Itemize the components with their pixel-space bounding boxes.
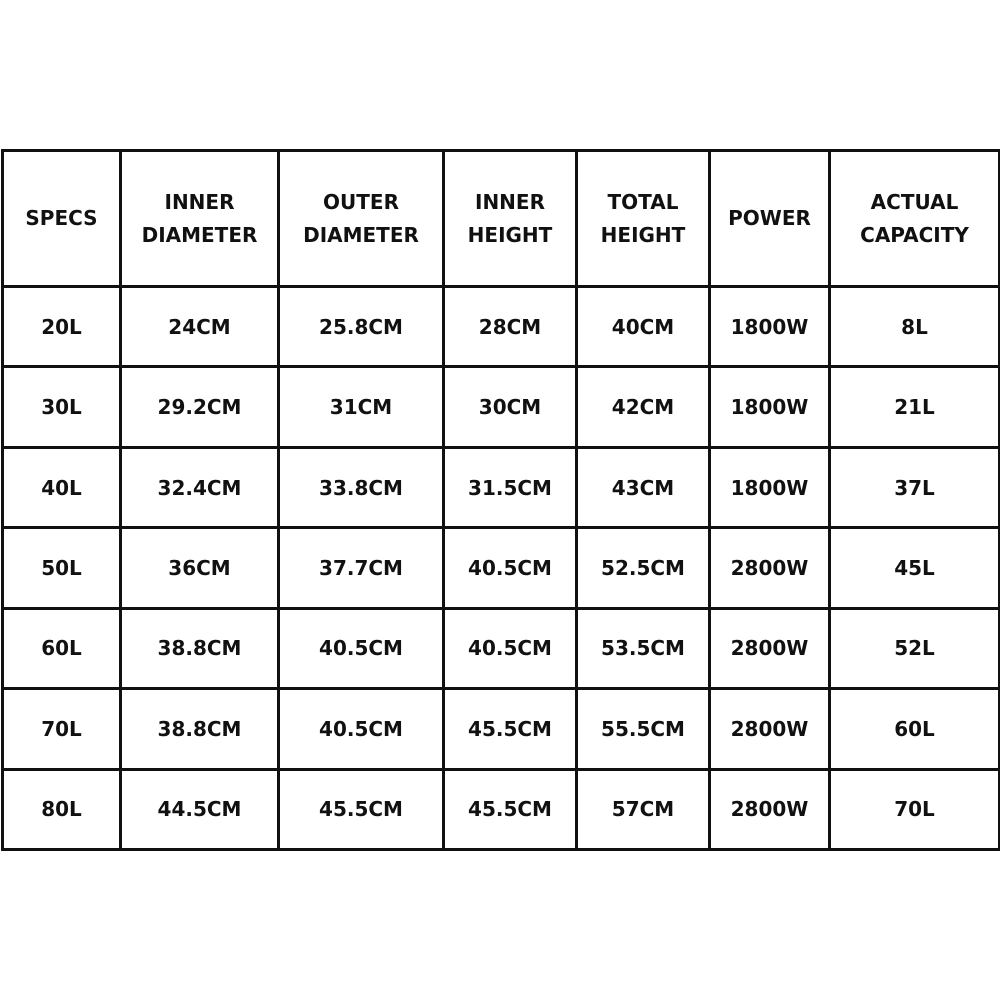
table-cell: 31CM: [279, 367, 444, 447]
table-cell: 24CM: [121, 287, 279, 367]
header-line: HEIGHT: [467, 222, 553, 247]
spec-table: [1, 149, 1000, 851]
table-cell: 60L: [830, 689, 1000, 769]
table-row: [3, 287, 1000, 367]
table-cell: 32.4CM: [121, 447, 279, 527]
header-line: DIAMETER: [141, 222, 258, 247]
table-cell: 31.5CM: [444, 447, 577, 527]
table-cell: 36CM: [121, 528, 279, 608]
table-body: [3, 287, 1000, 850]
table-cell: 70L: [830, 769, 1000, 849]
table-cell: 45.5CM: [444, 689, 577, 769]
table-cell: 50L: [3, 528, 121, 608]
table-cell: 57CM: [577, 769, 710, 849]
header-actual-capacity: [830, 151, 1000, 287]
header-specs: [3, 151, 121, 287]
table-cell: 80L: [3, 769, 121, 849]
header-power: [710, 151, 830, 287]
header-line: DIAMETER: [303, 222, 419, 247]
table-cell: 70L: [3, 689, 121, 769]
header-line: TOTAL: [607, 189, 679, 214]
table-cell: 30CM: [444, 367, 577, 447]
header-line: ACTUAL: [870, 189, 959, 214]
header-line: CAPACITY: [860, 222, 969, 247]
table-cell: 40CM: [577, 287, 710, 367]
table-cell: 40.5CM: [444, 608, 577, 688]
table-cell: 2800W: [710, 608, 830, 688]
table-row: [3, 367, 1000, 447]
table-cell: 2800W: [710, 528, 830, 608]
table-cell: 43CM: [577, 447, 710, 527]
table-cell: 38.8CM: [121, 689, 279, 769]
table-cell: 25.8CM: [279, 287, 444, 367]
table-cell: 33.8CM: [279, 447, 444, 527]
table-cell: 30L: [3, 367, 121, 447]
header-inner-height: [444, 151, 577, 287]
table-cell: 45L: [830, 528, 1000, 608]
table-cell: 29.2CM: [121, 367, 279, 447]
table-row: [3, 769, 1000, 849]
header-line: HEIGHT: [600, 222, 686, 247]
header-inner-diameter: [121, 151, 279, 287]
table-cell: 53.5CM: [577, 608, 710, 688]
table-cell: 1800W: [710, 447, 830, 527]
table-row: [3, 689, 1000, 769]
table-cell: 52.5CM: [577, 528, 710, 608]
table-cell: 40.5CM: [279, 608, 444, 688]
header-line: OUTER: [323, 189, 399, 214]
table-cell: 40L: [3, 447, 121, 527]
table-cell: 37L: [830, 447, 1000, 527]
table-row: [3, 608, 1000, 688]
table-cell: 60L: [3, 608, 121, 688]
table-row: [3, 447, 1000, 527]
table-cell: 38.8CM: [121, 608, 279, 688]
table-cell: 2800W: [710, 689, 830, 769]
header-total-height: [577, 151, 710, 287]
header-line: POWER: [728, 206, 811, 230]
header-line: INNER: [475, 189, 545, 214]
table-cell: 44.5CM: [121, 769, 279, 849]
table-cell: 52L: [830, 608, 1000, 688]
table-cell: 45.5CM: [279, 769, 444, 849]
table-cell: 42CM: [577, 367, 710, 447]
table-cell: 1800W: [710, 287, 830, 367]
table-cell: 1800W: [710, 367, 830, 447]
table-row: [3, 528, 1000, 608]
table-cell: 40.5CM: [279, 689, 444, 769]
table-cell: 40.5CM: [444, 528, 577, 608]
header-outer-diameter: [279, 151, 444, 287]
table-cell: 2800W: [710, 769, 830, 849]
table-cell: 20L: [3, 287, 121, 367]
table-cell: 8L: [830, 287, 1000, 367]
table-header: [3, 151, 1000, 287]
header-row: [3, 151, 1000, 287]
table-cell: 37.7CM: [279, 528, 444, 608]
table-cell: 28CM: [444, 287, 577, 367]
header-line: SPECS: [25, 206, 98, 230]
table-cell: 55.5CM: [577, 689, 710, 769]
table-cell: 45.5CM: [444, 769, 577, 849]
table-cell: 21L: [830, 367, 1000, 447]
header-line: INNER: [164, 189, 235, 214]
